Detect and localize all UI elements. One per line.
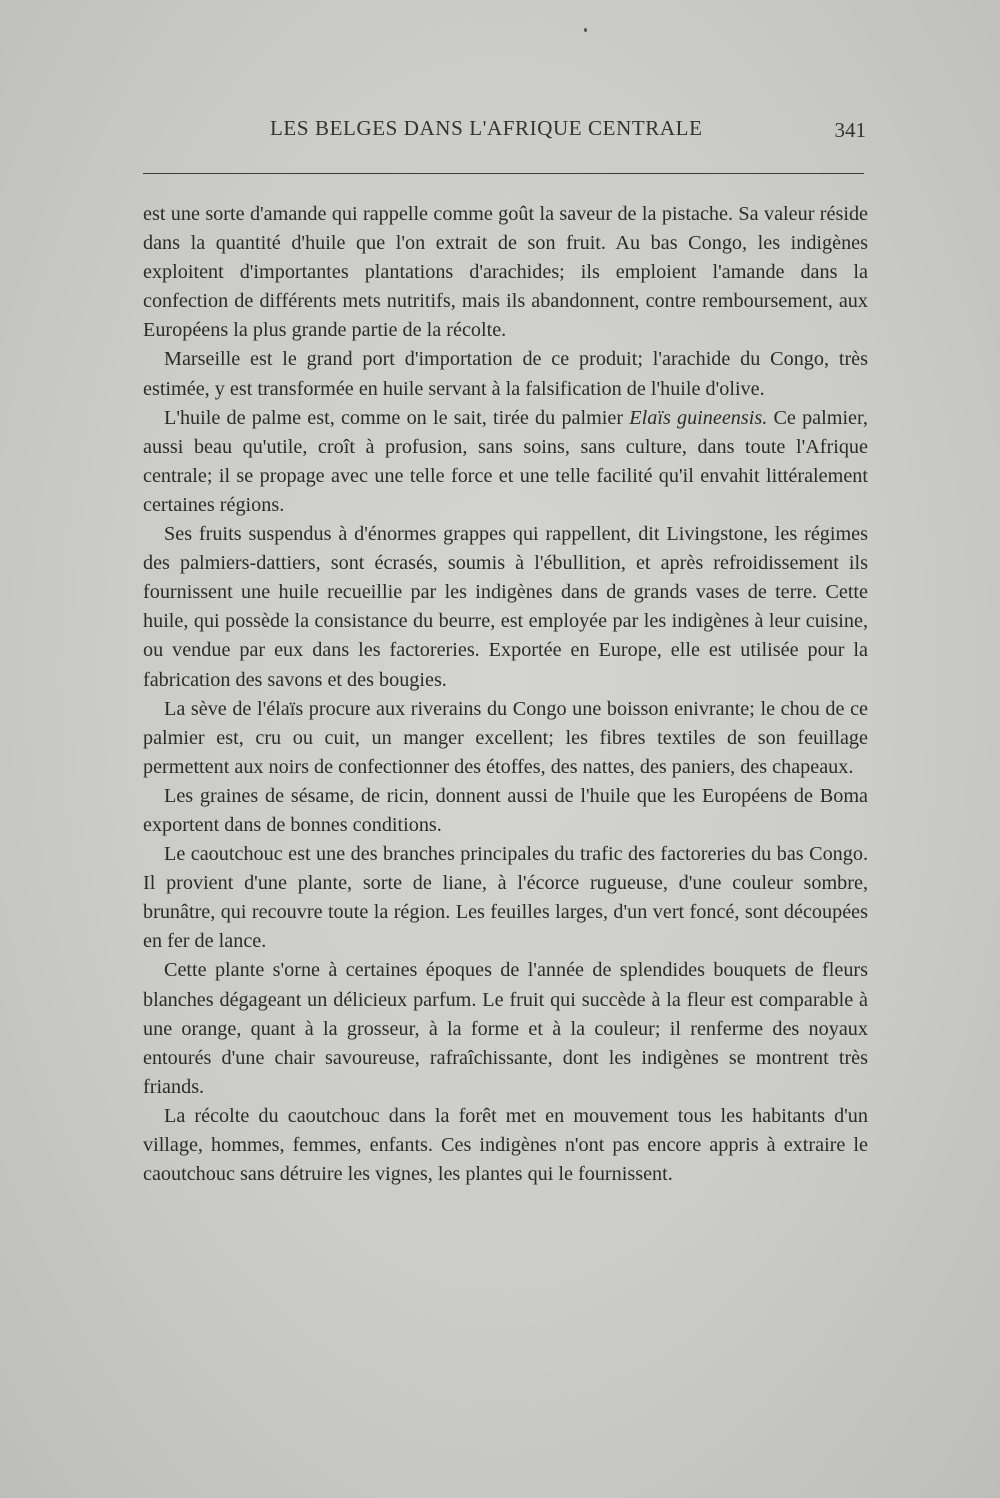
paragraph-3-after: Ce palmier, aussi beau qu'utile, croît à profusion, sans soins, sans culture, dans toute l'Afrique centrale; il se propage avec une telle force et une telle facilité qu'il envahit littéralement certaines régions. — [143, 406, 868, 516]
paragraph-3-before: L'huile de palme est, comme on le sait, tirée du palmier — [164, 406, 630, 429]
page-number: 341 — [834, 118, 866, 142]
paragraph-9: La récolte du caoutchouc dans la forêt met en mouvement tous les habitants d'un village, hommes, femmes, enfants. Ces indigènes n'ont pas encore appris à extraire le caoutchouc sans détruire les vignes, les plantes qui le fournissent. — [143, 1104, 868, 1186]
paragraph-8: Cette plante s'orne à certaines époques de l'année de splendides bouquets de fleurs blanches dégageant un délicieux parfum. Le fruit qui succède à la fleur est comparable à une orange, quant à la grosseur, à la forme et à la couleur; il renferme des noyaux entourés d'une chair savoureuse, rafraîchissante, dont les indigènes se montrent très friands. — [143, 959, 868, 1098]
paragraph-4: Ses fruits suspendus à d'énormes grappes qui rappellent, dit Livingstone, les régimes des palmiers-dattiers, sont écrasés, soumis à l'ébullition, et après refroidissement ils fournissent une huile recueillie par les indigènes dans de grands vases de terre. Cette huile, qui possède la consistance du beurre, est employée par les indigènes à leur cuisine, ou vendue par eux dans les factoreries. Exportée en Europe, elle est utilisée pour la fabrication des savons et des bougies. — [143, 523, 868, 691]
paragraph-6: Les graines de sésame, de ricin, donnent aussi de l'huile que les Européens de Boma exportent dans de bonnes conditions. — [143, 784, 868, 836]
running-head-title: LES BELGES DANS L'AFRIQUE CENTRALE — [270, 116, 703, 140]
ink-speck — [584, 28, 587, 32]
header-rule — [143, 173, 864, 174]
paragraph-2: Marseille est le grand port d'importation de ce produit; l'arachide du Congo, très estimée, y est transformée en huile servant à la falsification de l'huile d'olive. — [143, 348, 868, 400]
running-head — [140, 112, 868, 146]
species-name: Elaïs guineensis. — [629, 406, 768, 429]
paragraph-1: est une sorte d'amande qui rappelle comme goût la saveur de la pistache. Sa valeur réside dans la quantité d'huile que l'on extrait de son fruit. Au bas Congo, les indigènes exploitent d'importantes plantations d'arachides; ils emploient l'amande dans la confection de différents mets nutritifs, mais ils abandonnent, contre remboursement, aux Européens la plus grande partie de la récolte. — [143, 203, 868, 342]
paragraph-3 — [143, 404, 868, 520]
paragraph-7: Le caoutchouc est une des branches principales du trafic des factoreries du bas Congo. Il provient d'une plante, sorte de liane, à l'écorce rugueuse, d'une couleur sombre, brunâtre, qui recouvre toute la région. Les feuilles larges, d'un vert foncé, sont découpées en fer de lance. — [143, 843, 868, 953]
paragraph-5: La sève de l'élaïs procure aux riverains du Congo une boisson enivrante; le chou de ce palmier est, cru ou cuit, un manger excellent; les fibres textiles de son feuillage permettent aux noirs de confectionner des étoffes, des nattes, des paniers, des chapeaux. — [143, 697, 868, 778]
body-text — [143, 200, 868, 1189]
